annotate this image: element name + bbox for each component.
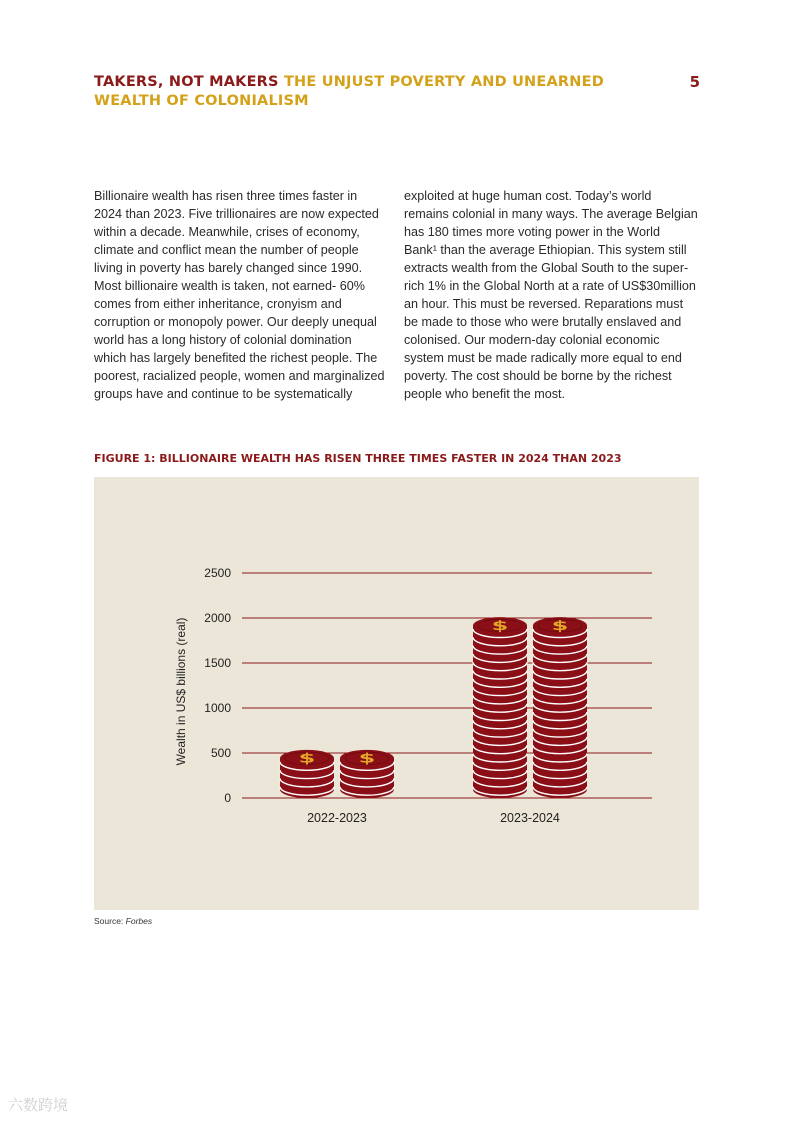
header-title-main: TAKERS, NOT MAKERS	[94, 74, 279, 90]
header-title-sub: THE UNJUST POVERTY AND UNEARNED WEALTH OF COLONIALISM	[94, 74, 604, 109]
source-label: Source:	[94, 916, 124, 926]
coin-stack	[340, 750, 394, 798]
coin-stack	[533, 617, 587, 798]
y-tick-label: 500	[210, 746, 231, 760]
dollar-icon: $	[551, 617, 569, 634]
y-axis-label: Wealth in US$ billions (real)	[174, 617, 188, 766]
figure-source	[94, 916, 152, 926]
body-column-right: exploited at huge human cost. Today’s world remains colonial in many ways. The average Belgian has 180 times more voting power in the World Bank¹ than the average Ethiopian. This system still extracts wealth from the Global South to the super- rich 1% in the Global North at a rate of US$30million an hour. This must be reversed. Reparations must be made to those who were brutally enslaved and colonised. Our modern-day colonial economic system must be made radically more equal to end poverty. The cost should be borne by the richest people who benefit the most.	[404, 189, 698, 401]
y-tick-label: 2000	[204, 611, 231, 625]
coin-stack	[280, 750, 334, 798]
dollar-icon: $	[358, 750, 376, 767]
x-category-label: 2022-2023	[307, 811, 367, 825]
report-header	[94, 73, 614, 111]
source-name: Forbes	[125, 916, 153, 926]
watermark: 六数跨境	[8, 1096, 69, 1114]
y-tick-label: 0	[224, 791, 231, 805]
dollar-icon: $	[298, 750, 316, 767]
chart-panel	[94, 477, 699, 910]
bar-2022-2023	[280, 750, 394, 798]
y-tick-label: 1500	[204, 656, 231, 670]
dollar-icon: $	[491, 617, 509, 634]
figure-title: FIGURE 1: BILLIONAIRE WEALTH HAS RISEN THREE TIMES FASTER IN 2024 THAN 2023	[94, 452, 622, 465]
coin-stack	[473, 617, 527, 798]
body-column-left: Billionaire wealth has risen three times faster in 2024 than 2023. Five trillionaires are now expected within a decade. Meanwhile, crises of economy, climate and conflict mean the number of people living in poverty has barely changed since 1990. Most billionaire wealth is taken, not earned- 60% comes from either inheritance, cronyism and corruption or monopoly power. Our deeply unequal world has a long history of colonial domination which has largely benefited the richest people. The poorest, racialized people, women and marginalized groups have and continue to be systematically	[94, 189, 385, 401]
x-category-label: 2023-2024	[500, 811, 560, 825]
y-tick-label: 1000	[204, 701, 231, 715]
page-number: 5	[689, 73, 700, 91]
y-tick-label: 2500	[204, 566, 231, 580]
coin-bar-chart	[94, 477, 699, 910]
